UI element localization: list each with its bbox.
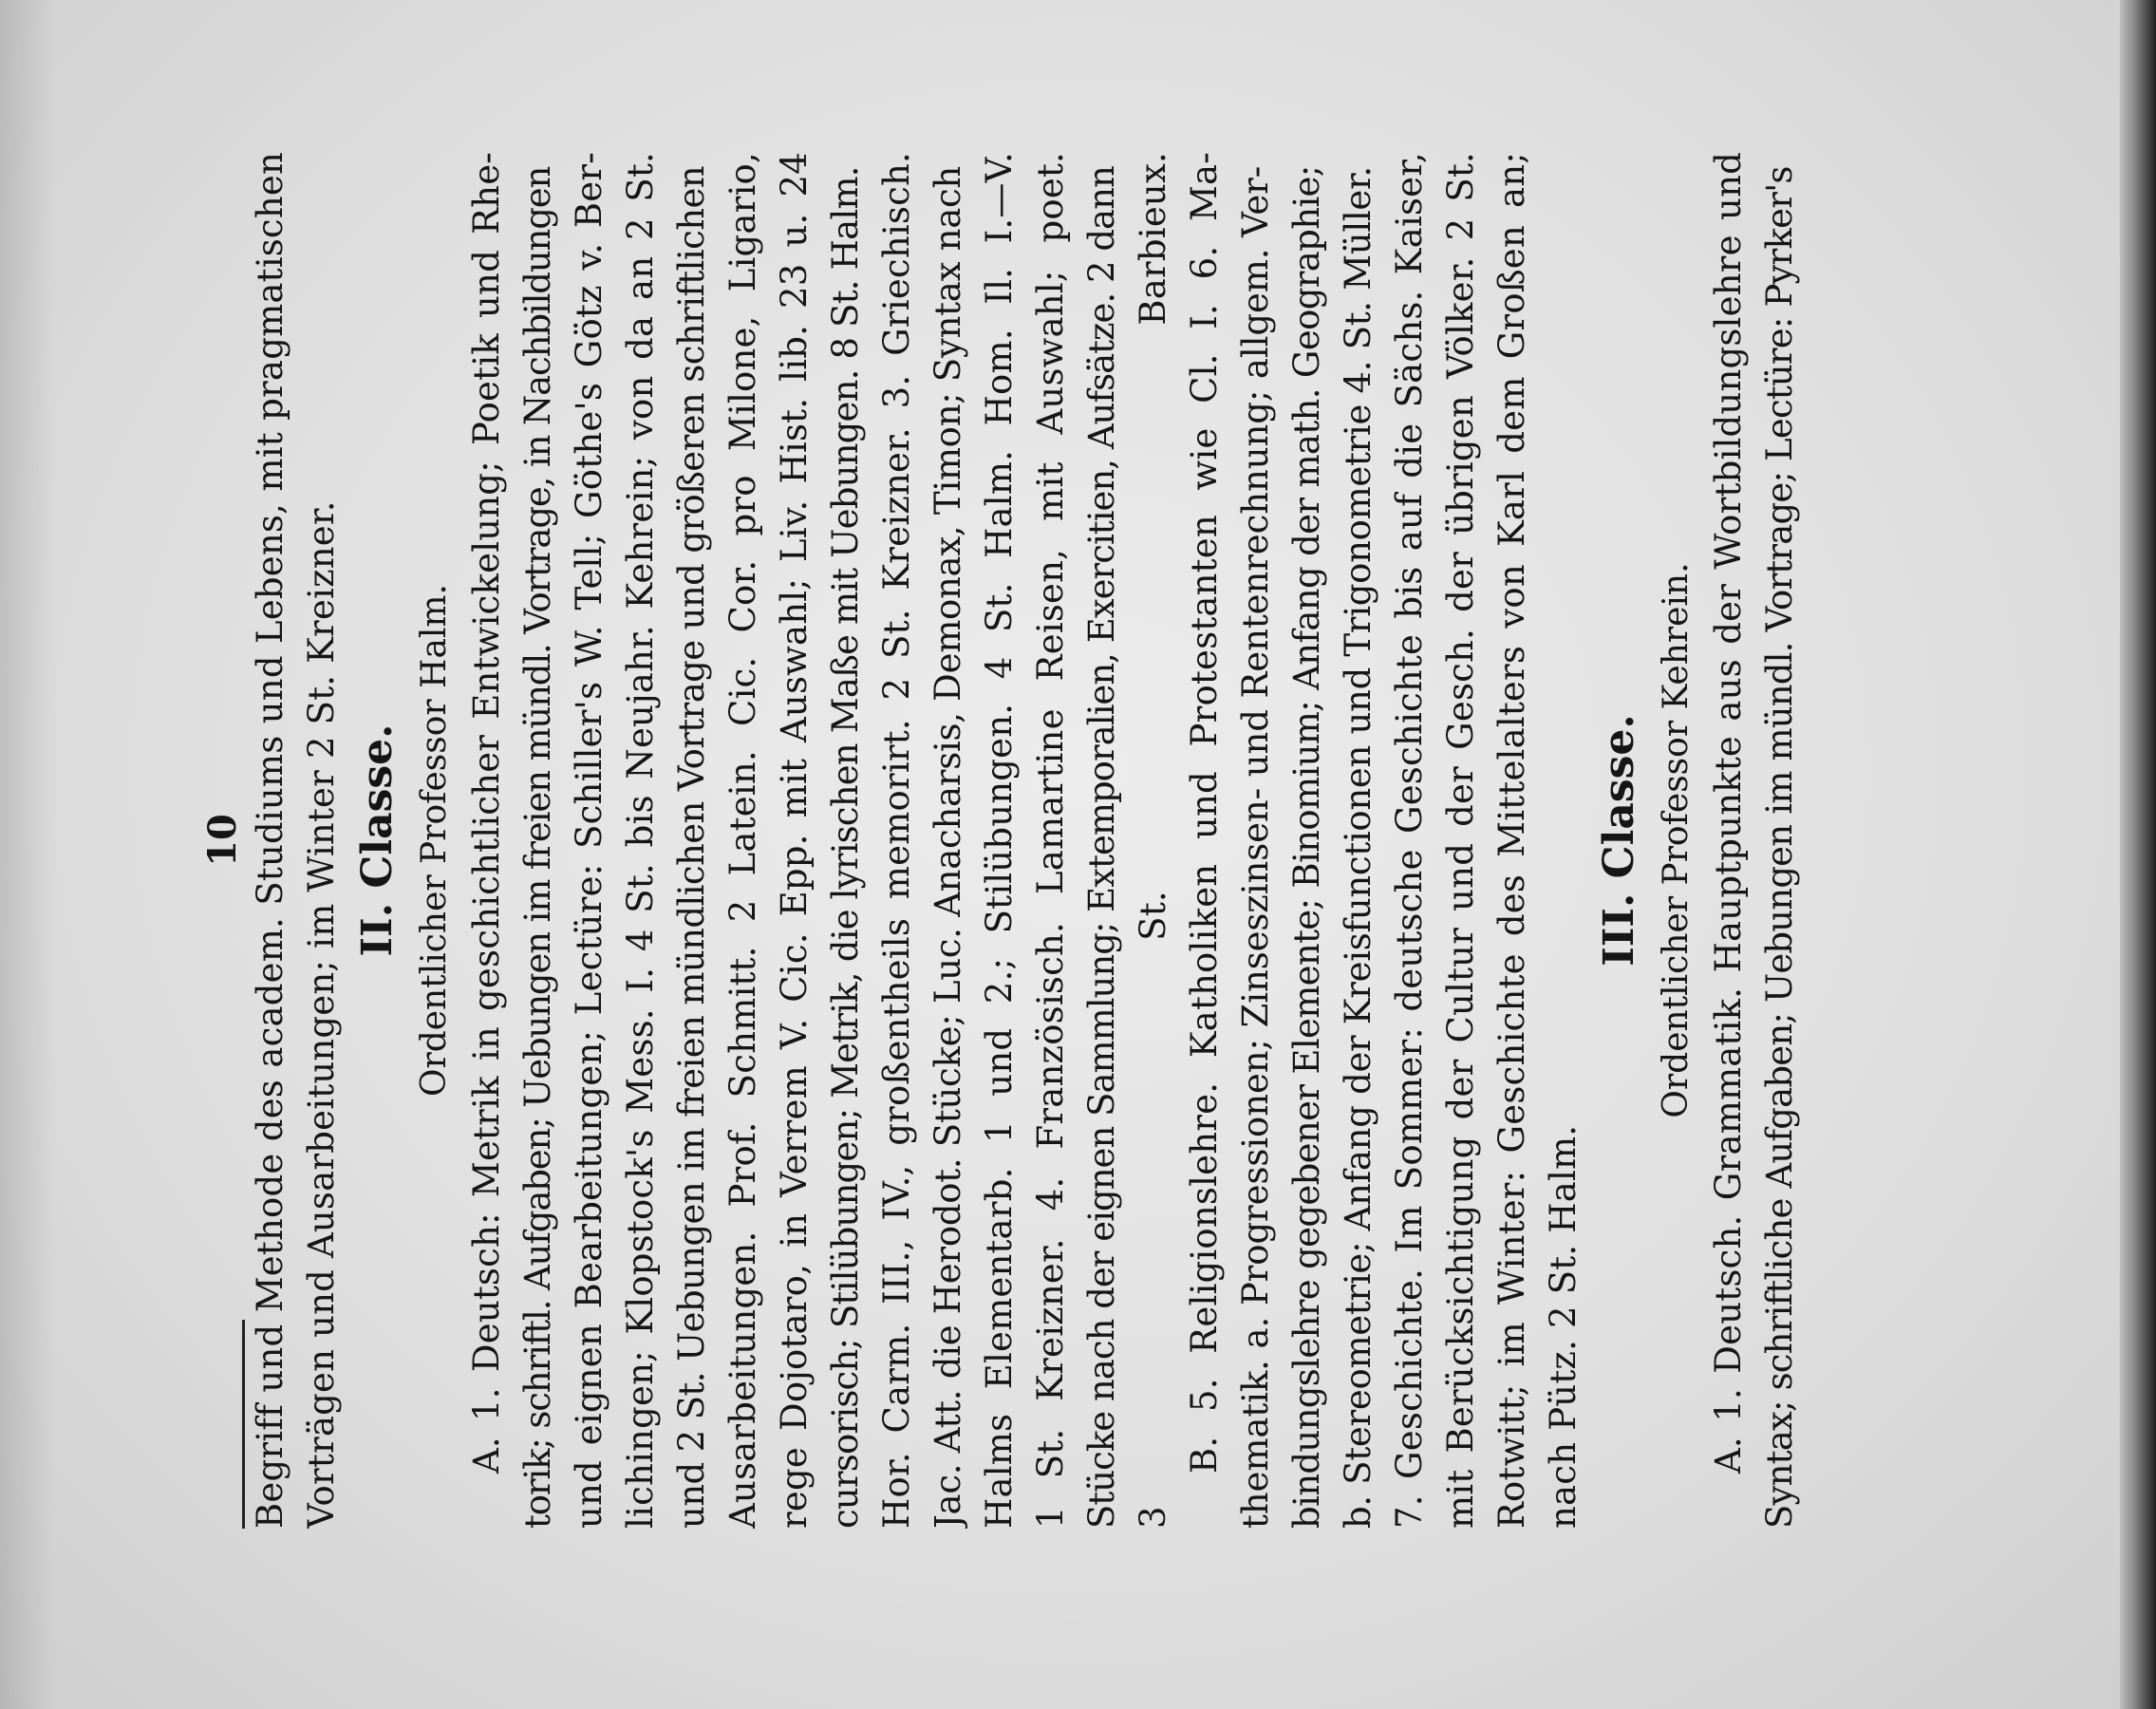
intro-line: Begriff und Methode des academ. Studiums und Lebens, mit pragmatischen: [250, 152, 291, 1529]
class2-b-line: nach Pütz. 2 St. Halm.: [1543, 1124, 1584, 1529]
class2-b-line: Rotwitt; im Winter: Geschichte des Mittelalters von Karl dem Großen an;: [1491, 152, 1532, 1529]
class2-line: rege Dojotaro, in Verrem V. Cic. Epp. mit Auswahl; Liv. Hist. lib. 23 u. 24: [774, 152, 815, 1529]
class2-line: torik; schriftl. Aufgaben; Uebungen im freien mündl. Vortrage, in Nachbildungen: [517, 166, 558, 1529]
class2-b-line: mit Berücksichtigung der Cultur und der Gesch. der übrigen Völker. 2 St.: [1440, 152, 1481, 1529]
class2-line: A. 1. Deutsch: Metrik in geschichtlicher Entwickelung; Poetik und Rhe-: [466, 152, 507, 1474]
class2-line: und 2 St. Uebungen im freien mündlichen Vortrage und größeren schriftlichen: [671, 166, 712, 1529]
page-edge: [2120, 0, 2156, 1709]
class2-line: Jac. Att. die Herodot. Stücke; Luc. Anacharsis, Demonax, Timon; Syntax nach: [928, 166, 968, 1529]
class3-teacher: Ordentlicher Professor Kehrein.: [1657, 562, 1696, 1118]
rotated-page-content: [200, 152, 1875, 1529]
page-number: 10: [200, 814, 245, 867]
class2-line: und eignen Bearbeitungen; Lectüre: Schiller's W. Tell; Göthe's Götz v. Ber-: [569, 152, 609, 1529]
class2-line: 3 St. Barbieux.: [1133, 152, 1173, 1529]
class3-line: A. 1. Deutsch. Grammatik. Hauptpunkte aus der Wortbildungslehre und: [1708, 152, 1749, 1474]
intro-line: Vorträgen und Ausarbeitungen; im Winter 2 St. Kreizner.: [301, 500, 342, 1529]
class2-line: cursorisch; Stilübungen; Metrik, die lyrischen Maße mit Uebungen. 8 St. Halm.: [825, 166, 866, 1529]
class2-line: 1 St. Kreizner. 4. Französisch. Lamartine Reisen, mit Auswahl; poet.: [1030, 152, 1071, 1529]
class2-b-line: b. Stereometrie; Anfang der Kreisfunctionen und Trigonometrie 4. St. Müller.: [1338, 166, 1378, 1529]
page-shadow: [0, 0, 57, 1709]
class2-heading: II. Classe.: [353, 723, 402, 957]
class2-line: Ausarbeitungen. Prof. Schmitt. 2 Latein. Cic. Cor. pro Milone, Ligario,: [722, 152, 763, 1529]
class2-line: lichingen; Klopstock's Mess. I. 4 St. bis Neujahr. Kehrein; von da an 2 St.: [620, 152, 661, 1529]
class2-b-line: thematik. a. Progressionen; Zinseszinsen- und Rentenrechnung; allgem. Ver-: [1235, 165, 1276, 1529]
class2-b-line: 7. Geschichte. Im Sommer: deutsche Geschichte bis auf die Sächs. Kaiser,: [1389, 152, 1430, 1529]
class2-line: Stücke nach der eignen Sammlung; Extemporalien, Exercitien, Aufsätze. 2 dann: [1081, 166, 1122, 1529]
class2-line: Halms Elementarb. 1 und 2.; Stilübungen. 4 St. Halm. Hom. Il. I.—V.: [979, 152, 1020, 1529]
class2-b-line: B. 5. Religionslehre. Katholiken und Protestanten wie Cl. I. 6. Ma-: [1184, 152, 1225, 1474]
class2-teacher: Ordentlicher Professor Halm.: [415, 583, 454, 1098]
class2-line: Hor. Carm. III., IV., großentheils memorirt. 2 St. Kreizner. 3. Griechisch.: [876, 152, 917, 1529]
class2-b-line: bindungslehre gegebener Elemente; Binomium; Anfang der math. Geographie;: [1286, 165, 1327, 1529]
class3-line: Syntax; schriftliche Aufgaben; Uebungen im mündl. Vortrage; Lectüre: Pyrker's: [1759, 166, 1800, 1529]
class3-heading: III. Classe.: [1595, 714, 1643, 967]
